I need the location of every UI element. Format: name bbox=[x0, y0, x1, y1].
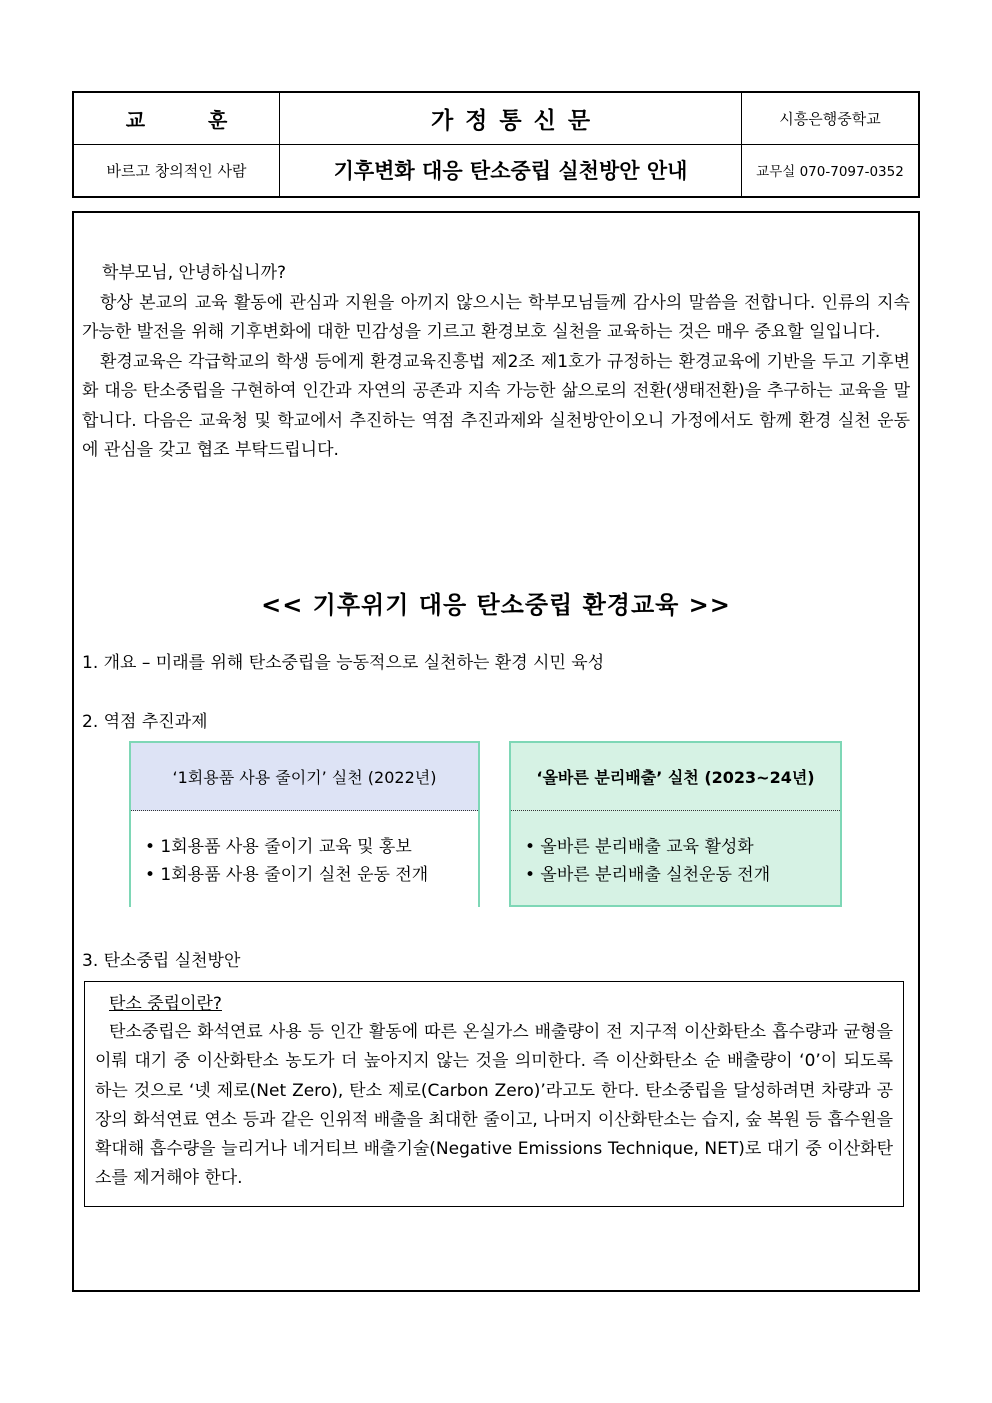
task-bullet: • 1회용품 사용 줄이기 실천 운동 전개 bbox=[145, 865, 429, 885]
task-bullet: • 올바른 분리배출 교육 활성화 bbox=[525, 837, 754, 857]
action-plan-heading: 3. 탄소중립 실천방안 bbox=[82, 951, 241, 971]
motto-title: 교 훈 bbox=[125, 107, 256, 132]
task-card-body bbox=[511, 811, 840, 889]
task-card-disposables bbox=[129, 741, 480, 907]
task-card-recycling bbox=[509, 741, 842, 907]
newsletter-title: 가정통신문 bbox=[430, 107, 603, 134]
greeting: 학부모님, 안녕하십니까? bbox=[102, 263, 287, 283]
task-card-title: ‘1회용품 사용 줄이기’ 실천 (2022년) bbox=[131, 743, 478, 811]
newsletter-title-cell bbox=[280, 93, 742, 145]
school-name: 시흥은행중학교 bbox=[779, 109, 881, 128]
school-motto: 바르고 창의적인 사람 bbox=[106, 161, 247, 180]
school-name-cell bbox=[742, 93, 918, 145]
motto-header-cell bbox=[74, 93, 280, 145]
task-bullet: • 올바른 분리배출 실천운동 전개 bbox=[525, 865, 771, 885]
office-phone: 교무실 070-7097-0352 bbox=[756, 164, 904, 181]
motto-cell bbox=[74, 145, 280, 197]
subject-cell bbox=[280, 145, 742, 197]
key-tasks-heading: 2. 역점 추진과제 bbox=[82, 712, 208, 732]
overview-item: 1. 개요 – 미래를 위해 탄소중립을 능동적으로 실천하는 환경 시민 육성 bbox=[82, 653, 605, 673]
task-bullet: • 1회용품 사용 줄이기 교육 및 홍보 bbox=[145, 837, 412, 857]
phone-cell bbox=[742, 145, 918, 197]
section-title: << 기후위기 대응 탄소중립 환경교육 >> bbox=[261, 591, 731, 619]
definition-title: 탄소 중립이란? bbox=[109, 994, 222, 1014]
task-card-title: ‘올바른 분리배출’ 실천 (2023~24년) bbox=[511, 743, 840, 811]
intro-section bbox=[82, 259, 910, 466]
definition-text: 탄소중립은 화석연료 사용 등 인간 활동에 따른 온실가스 배출량이 전 지구적 이산화탄소 흡수량과 균형을 이뤄 대기 중 이산화탄소 농도가 더 높아지지 않는 것을 의미한다. 즉 이산화탄소 순 배출량이 ‘0’이 되도록 하는 것으로 ‘넷 제로(Net Zero), 탄소 제로(Carbon Zero)’라고도 한다. 탄소중립을 달성하려면 차량과 공장의 화석연료 연소 등과 같은 인위적 배출을 최대한 줄이고, 나머지 이산화탄소는 습지, 숲 복원 등 흡수원을 확대해 흡수량을 늘리거나 네거티브 배출기술(Negative Emissions Technique, NET)로 대기 중 이산화탄소를 제거해야 한다. bbox=[95, 1022, 894, 1189]
intro-paragraph-2: 환경교육은 각급학교의 학생 등에게 환경교육진흥법 제2조 제1호가 규정하는 환경교육에 기반을 두고 기후변화 대응 탄소중립을 구현하여 인간과 자연의 공존과 지속 가능한 삶으로의 전환(생태전환)을 추구하는 교육을 말합니다. 다음은 교육청 및 학교에서 추진하는 역점 추진과제와 실천방안이오니 가정에서도 함께 환경 실천 운동에 관심을 갖고 협조 부탁드립니다. bbox=[82, 351, 910, 460]
header-table bbox=[72, 91, 920, 198]
task-card-body bbox=[131, 811, 478, 908]
notice-subject: 기후변화 대응 탄소중립 실천방안 안내 bbox=[333, 159, 688, 184]
definition-box bbox=[84, 981, 904, 1207]
intro-paragraph-1: 항상 본교의 교육 활동에 관심과 지원을 아끼지 않으시는 학부모님들께 감사의 말씀을 전합니다. 인류의 지속 가능한 발전을 위해 기후변화에 대한 민감성을 기르고 환경보호 실천을 교육하는 것은 매우 중요할 일입니다. bbox=[82, 292, 910, 342]
